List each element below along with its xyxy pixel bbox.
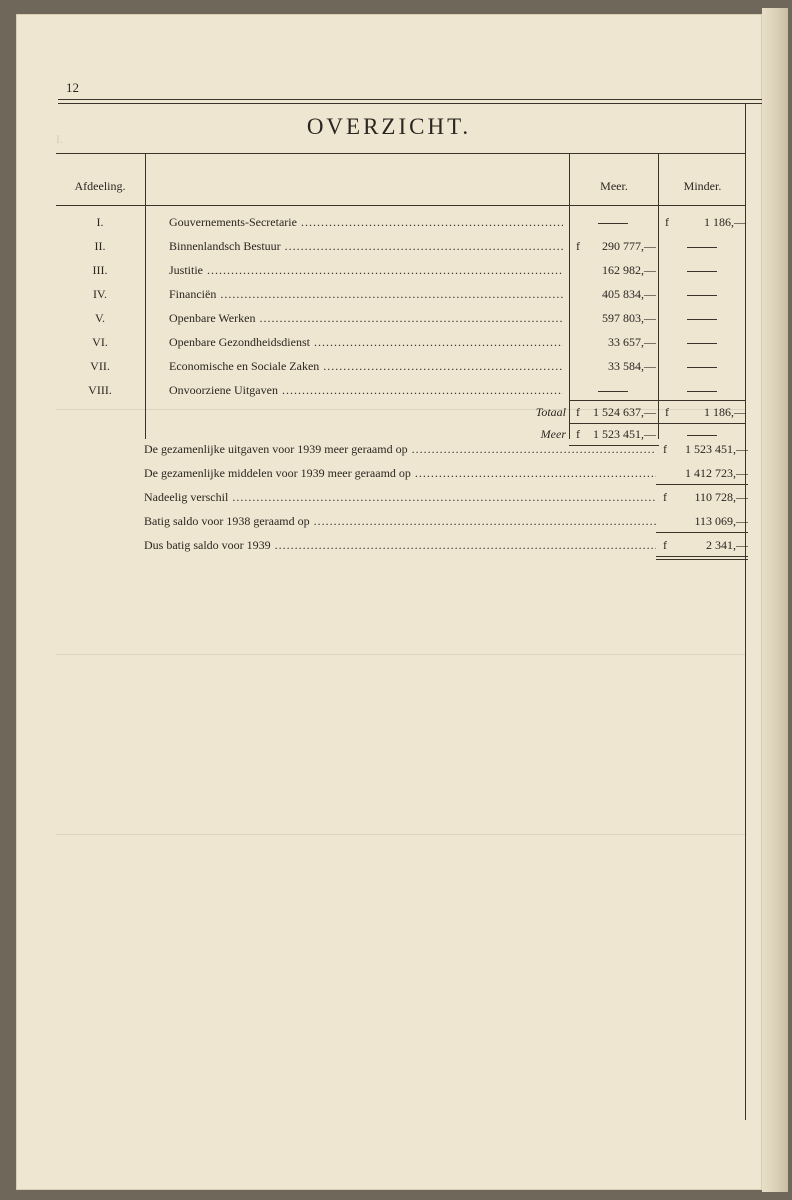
page-title: OVERZICHT. (306, 114, 472, 139)
summary-line (144, 442, 748, 464)
row-label: Financiën ..... (169, 287, 563, 302)
currency-mark: f (665, 405, 669, 419)
table-row (56, 311, 746, 333)
page-number: 12 (66, 80, 79, 95)
table-row (56, 263, 746, 285)
total-meer: 1 524 637,— (593, 405, 656, 419)
summary-label: De gezamenlijke middelen voor 1939 meer geraamd op ..... (144, 466, 656, 481)
row-minder-empty (658, 335, 746, 350)
table-row (56, 383, 746, 405)
row-meer: 162 982,— (602, 263, 656, 277)
row-label: Economische en Sociale Zaken ..... (169, 359, 563, 374)
row-minder-empty (658, 263, 746, 278)
row-number: VI. (92, 335, 108, 349)
currency-mark: f (663, 490, 667, 504)
table-row (56, 335, 746, 357)
row-number: VII. (90, 359, 110, 373)
header-rule (58, 99, 762, 100)
table-row (56, 359, 746, 381)
summary-value: 1 412 723,— (685, 466, 748, 480)
summary-label: Dus batig saldo voor 1939 ..... (144, 538, 656, 553)
summary-value: 113 069,— (694, 514, 748, 528)
row-minder: 1 186,— (704, 215, 746, 229)
total-minder: 1 186,— (704, 405, 746, 419)
row-meer: 597 803,— (602, 311, 656, 325)
currency-mark: f (576, 239, 580, 253)
summary-value: 1 523 451,— (685, 442, 748, 456)
row-minder-empty (658, 383, 746, 398)
meer-value: 1 523 451,— (593, 427, 656, 441)
currency-mark: f (576, 405, 580, 419)
document-page: I. 12 OVERZICHT. Afdeeling. Meer. Minder. I. Gouvernements-Secretarie ..... f 1 186,— II. Binnenlandsch Bestuur ..... f 290 777,— III. Justitie ..... 162 982,— IV. Financiën ..... 405 834,— V. Openbare Werken ..... 597 803,— VI. Openbare Gezondheidsdienst ..... 33 657,— VII. Economische en Sociale Zaken ..... 33 584,— VIII. Onvoorziene Uitgaven ..... Totaal f 1 524 637,— f 1 186,— Meer f 1 523 451,— De gezamenlijke uitgaven voor 1939 meer geraamd op ..... f 1 523 451,— De gezamenlijke middelen voor 1939 meer geraamd op ..... 1 412 723,— Nadeelig verschil ..... f 110 728,— Batig saldo voor 1938 geraamd op ..... 113 069,— Dus batig saldo voor 1939 ..... f 2 341,— (16, 14, 762, 1190)
overview-table (56, 153, 746, 439)
row-label: Justitie ..... (169, 263, 563, 278)
table-row (56, 239, 746, 261)
row-number: VIII. (88, 383, 112, 397)
row-label: Openbare Werken ..... (169, 311, 563, 326)
row-meer: 33 584,— (608, 359, 656, 373)
row-label: Binnenlandsch Bestuur ..... (169, 239, 563, 254)
header-minder: Minder. (683, 179, 722, 193)
row-minder-empty (658, 359, 746, 374)
row-number: IV. (92, 287, 108, 301)
currency-mark: f (663, 442, 667, 456)
meer-minder-empty (658, 427, 746, 442)
table-row (56, 215, 746, 237)
row-label: Openbare Gezondheidsdienst ..... (169, 335, 563, 350)
table-row (56, 287, 746, 309)
row-minder-empty (658, 239, 746, 254)
summary-label: Batig saldo voor 1938 geraamd op ..... (144, 514, 656, 529)
row-meer: 290 777,— (602, 239, 656, 253)
summary-label: De gezamenlijke uitgaven voor 1939 meer geraamd op ..... (144, 442, 656, 457)
row-number: II. (94, 239, 106, 253)
summary-line (144, 490, 748, 512)
header-rule-thin (58, 103, 762, 104)
row-minder-empty (658, 311, 746, 326)
currency-mark: f (576, 427, 580, 441)
meer-label: Meer (540, 427, 566, 441)
row-minder-empty (658, 287, 746, 302)
summary-value: 110 728,— (694, 490, 748, 504)
total-label: Totaal (535, 405, 566, 419)
row-label: Onvoorziene Uitgaven ..... (169, 383, 563, 398)
row-meer: 405 834,— (602, 287, 656, 301)
row-meer: 33 657,— (608, 335, 656, 349)
row-number: V. (94, 311, 106, 325)
row-label: Gouvernements-Secretarie ..... (169, 215, 563, 230)
page-edge (762, 8, 788, 1192)
currency-mark: f (665, 215, 669, 229)
row-number: I. (96, 215, 104, 229)
row-meer-empty (570, 215, 656, 230)
summary-label: Nadeelig verschil ..... (144, 490, 656, 505)
currency-mark: f (663, 538, 667, 552)
row-meer-empty (570, 383, 656, 398)
summary-value: 2 341,— (706, 538, 748, 552)
header-afdeeling: Afdeeling. (74, 179, 126, 193)
header-meer: Meer. (600, 179, 628, 193)
row-number: III. (92, 263, 108, 277)
